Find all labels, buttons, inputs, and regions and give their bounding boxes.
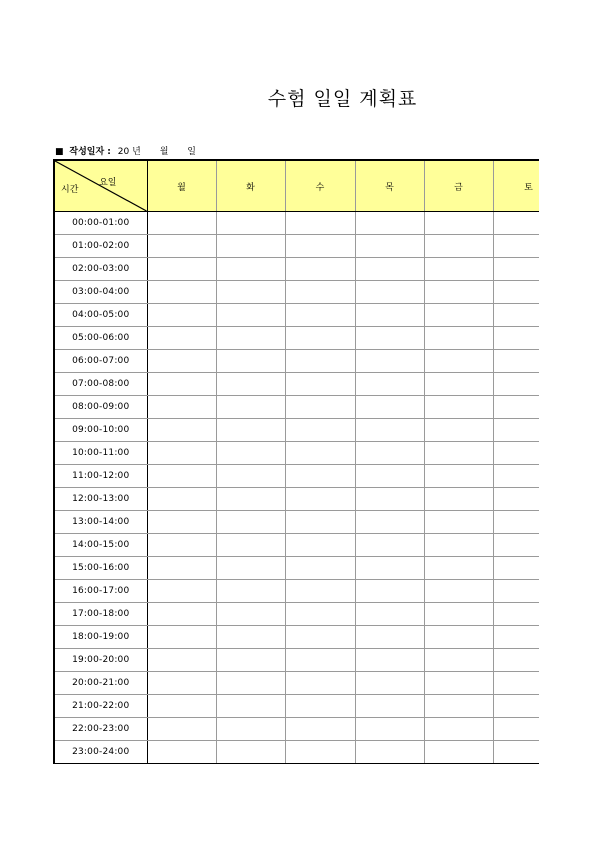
plan-cell[interactable] [285, 281, 355, 304]
plan-cell[interactable] [355, 327, 424, 350]
plan-cell[interactable] [216, 741, 285, 765]
plan-cell[interactable] [424, 718, 493, 741]
plan-cell[interactable] [493, 626, 539, 649]
plan-cell[interactable] [493, 212, 539, 235]
plan-cell[interactable] [424, 465, 493, 488]
page-title: 수험 일일 계획표 [267, 88, 418, 110]
plan-cell[interactable] [493, 557, 539, 580]
plan-cell[interactable] [147, 511, 216, 534]
plan-cell[interactable] [424, 212, 493, 235]
plan-cell[interactable] [355, 465, 424, 488]
plan-cell[interactable] [285, 350, 355, 373]
time-slot-label: 05:00-06:00 [54, 327, 147, 350]
plan-cell[interactable] [424, 672, 493, 695]
plan-cell[interactable] [216, 626, 285, 649]
plan-cell[interactable] [493, 442, 539, 465]
plan-cell[interactable] [424, 281, 493, 304]
table-row [54, 304, 539, 327]
time-slot-label: 02:00-03:00 [54, 258, 147, 281]
plan-cell[interactable] [216, 465, 285, 488]
time-axis-label: 시간 [61, 185, 79, 195]
plan-cell[interactable] [147, 695, 216, 718]
time-slot-label: 14:00-15:00 [54, 534, 147, 557]
plan-cell[interactable] [355, 603, 424, 626]
weekday-axis-label: 요일 [99, 178, 117, 188]
plan-cell[interactable] [355, 626, 424, 649]
time-slot-label: 10:00-11:00 [54, 442, 147, 465]
plan-cell[interactable] [147, 419, 216, 442]
table-row [54, 465, 539, 488]
plan-cell[interactable] [147, 281, 216, 304]
plan-cell[interactable] [424, 442, 493, 465]
plan-cell[interactable] [424, 327, 493, 350]
plan-cell[interactable] [424, 419, 493, 442]
plan-cell[interactable] [216, 212, 285, 235]
plan-cell[interactable] [285, 534, 355, 557]
schedule-body [54, 212, 539, 765]
plan-cell[interactable] [147, 235, 216, 258]
plan-cell[interactable] [424, 258, 493, 281]
plan-cell[interactable] [355, 396, 424, 419]
plan-cell[interactable] [424, 626, 493, 649]
month-unit: 월 [159, 147, 169, 157]
plan-cell[interactable] [285, 235, 355, 258]
table-row [54, 649, 539, 672]
plan-cell[interactable] [424, 534, 493, 557]
plan-cell[interactable] [493, 580, 539, 603]
plan-cell[interactable] [285, 212, 355, 235]
plan-cell[interactable] [493, 695, 539, 718]
plan-cell[interactable] [424, 350, 493, 373]
plan-cell[interactable] [493, 373, 539, 396]
plan-cell[interactable] [216, 350, 285, 373]
plan-cell[interactable] [147, 258, 216, 281]
plan-cell[interactable] [493, 258, 539, 281]
table-row [54, 580, 539, 603]
plan-cell[interactable] [424, 396, 493, 419]
plan-cell[interactable] [285, 419, 355, 442]
plan-cell[interactable] [285, 649, 355, 672]
table-row [54, 419, 539, 442]
table-row [54, 350, 539, 373]
plan-cell[interactable] [493, 419, 539, 442]
plan-cell[interactable] [147, 373, 216, 396]
plan-cell[interactable] [147, 580, 216, 603]
plan-cell[interactable] [424, 304, 493, 327]
plan-cell[interactable] [493, 304, 539, 327]
plan-cell[interactable] [355, 258, 424, 281]
day-header-mon: 월 [147, 160, 216, 212]
plan-cell[interactable] [424, 603, 493, 626]
table-row [54, 327, 539, 350]
table-row [54, 212, 539, 235]
plan-cell[interactable] [424, 488, 493, 511]
plan-cell[interactable] [216, 327, 285, 350]
plan-cell[interactable] [493, 327, 539, 350]
time-slot-label: 08:00-09:00 [54, 396, 147, 419]
plan-cell[interactable] [355, 488, 424, 511]
plan-cell[interactable] [285, 258, 355, 281]
time-slot-label: 07:00-08:00 [54, 373, 147, 396]
plan-cell[interactable] [216, 695, 285, 718]
square-bullet-icon: ■ [55, 147, 64, 157]
schedule-table [53, 159, 539, 764]
plan-cell[interactable] [493, 511, 539, 534]
plan-cell[interactable] [493, 350, 539, 373]
plan-cell[interactable] [147, 396, 216, 419]
plan-cell[interactable] [285, 672, 355, 695]
plan-cell[interactable] [147, 488, 216, 511]
table-row [54, 281, 539, 304]
plan-cell[interactable] [355, 281, 424, 304]
plan-cell[interactable] [493, 465, 539, 488]
plan-cell[interactable] [147, 465, 216, 488]
time-slot-label: 12:00-13:00 [54, 488, 147, 511]
plan-cell[interactable] [147, 672, 216, 695]
plan-cell[interactable] [147, 718, 216, 741]
plan-cell[interactable] [147, 442, 216, 465]
plan-cell[interactable] [424, 511, 493, 534]
plan-cell[interactable] [216, 580, 285, 603]
table-row [54, 396, 539, 419]
plan-cell[interactable] [424, 695, 493, 718]
plan-cell[interactable] [147, 350, 216, 373]
plan-cell[interactable] [424, 235, 493, 258]
plan-cell[interactable] [216, 534, 285, 557]
plan-cell[interactable] [285, 557, 355, 580]
day-header-wed: 수 [285, 160, 355, 212]
time-slot-label: 18:00-19:00 [54, 626, 147, 649]
plan-cell[interactable] [285, 304, 355, 327]
plan-cell[interactable] [493, 235, 539, 258]
table-row [54, 626, 539, 649]
plan-cell[interactable] [147, 327, 216, 350]
day-header-thu: 목 [355, 160, 424, 212]
table-row [54, 534, 539, 557]
plan-cell[interactable] [216, 603, 285, 626]
plan-cell[interactable] [285, 442, 355, 465]
plan-cell[interactable] [285, 695, 355, 718]
plan-cell[interactable] [216, 488, 285, 511]
table-row [54, 672, 539, 695]
table-row [54, 557, 539, 580]
plan-cell[interactable] [355, 741, 424, 765]
plan-cell[interactable] [216, 304, 285, 327]
plan-cell[interactable] [493, 649, 539, 672]
day-header-sat: 토 [493, 160, 539, 212]
plan-cell[interactable] [147, 304, 216, 327]
plan-cell[interactable] [147, 649, 216, 672]
plan-cell[interactable] [216, 396, 285, 419]
corner-header-cell [54, 160, 147, 212]
plan-cell[interactable] [216, 281, 285, 304]
schedule-table-container [53, 159, 539, 764]
plan-cell[interactable] [355, 580, 424, 603]
plan-cell[interactable] [493, 534, 539, 557]
time-slot-label: 11:00-12:00 [54, 465, 147, 488]
plan-cell[interactable] [285, 327, 355, 350]
plan-cell[interactable] [355, 695, 424, 718]
plan-cell[interactable] [493, 741, 539, 765]
plan-cell[interactable] [355, 350, 424, 373]
date-label: 작성일자 : [69, 147, 111, 157]
plan-cell[interactable] [285, 741, 355, 765]
plan-cell[interactable] [216, 442, 285, 465]
plan-cell[interactable] [424, 649, 493, 672]
plan-cell[interactable] [355, 511, 424, 534]
plan-cell[interactable] [424, 741, 493, 765]
plan-cell[interactable] [147, 534, 216, 557]
time-slot-label: 20:00-21:00 [54, 672, 147, 695]
plan-cell[interactable] [147, 557, 216, 580]
day-header-tue: 화 [216, 160, 285, 212]
plan-cell[interactable] [285, 465, 355, 488]
table-row [54, 488, 539, 511]
plan-cell[interactable] [216, 419, 285, 442]
table-row [54, 235, 539, 258]
plan-cell[interactable] [216, 258, 285, 281]
time-slot-label: 21:00-22:00 [54, 695, 147, 718]
plan-cell[interactable] [285, 603, 355, 626]
time-slot-label: 01:00-02:00 [54, 235, 147, 258]
plan-cell[interactable] [147, 603, 216, 626]
plan-cell[interactable] [285, 718, 355, 741]
plan-cell[interactable] [355, 649, 424, 672]
table-row [54, 603, 539, 626]
table-row [54, 373, 539, 396]
table-row [54, 511, 539, 534]
plan-cell[interactable] [216, 511, 285, 534]
table-row [54, 442, 539, 465]
time-slot-label: 13:00-14:00 [54, 511, 147, 534]
plan-cell[interactable] [285, 511, 355, 534]
date-line [55, 144, 196, 157]
time-slot-label: 03:00-04:00 [54, 281, 147, 304]
plan-cell[interactable] [355, 557, 424, 580]
plan-cell[interactable] [355, 304, 424, 327]
table-row [54, 258, 539, 281]
plan-cell[interactable] [493, 396, 539, 419]
header-row [54, 160, 539, 212]
plan-cell[interactable] [493, 488, 539, 511]
time-slot-label: 09:00-10:00 [54, 419, 147, 442]
plan-cell[interactable] [493, 672, 539, 695]
plan-cell[interactable] [493, 718, 539, 741]
plan-cell[interactable] [493, 603, 539, 626]
time-slot-label: 15:00-16:00 [54, 557, 147, 580]
plan-cell[interactable] [355, 373, 424, 396]
time-slot-label: 06:00-07:00 [54, 350, 147, 373]
plan-cell[interactable] [285, 488, 355, 511]
plan-cell[interactable] [355, 718, 424, 741]
plan-cell[interactable] [216, 672, 285, 695]
time-slot-label: 22:00-23:00 [54, 718, 147, 741]
plan-cell[interactable] [285, 396, 355, 419]
plan-cell[interactable] [216, 373, 285, 396]
day-header-fri: 금 [424, 160, 493, 212]
plan-cell[interactable] [216, 649, 285, 672]
day-unit: 일 [187, 147, 196, 157]
time-slot-label: 00:00-01:00 [54, 212, 147, 235]
year-prefix: 20 [117, 147, 130, 157]
plan-cell[interactable] [355, 419, 424, 442]
plan-cell[interactable] [355, 672, 424, 695]
plan-cell[interactable] [147, 626, 216, 649]
plan-cell[interactable] [424, 557, 493, 580]
plan-cell[interactable] [355, 212, 424, 235]
plan-cell[interactable] [424, 373, 493, 396]
table-row [54, 718, 539, 741]
time-slot-label: 16:00-17:00 [54, 580, 147, 603]
plan-cell[interactable] [355, 442, 424, 465]
plan-cell[interactable] [147, 212, 216, 235]
table-row [54, 741, 539, 765]
plan-cell[interactable] [147, 741, 216, 765]
year-unit: 년 [132, 147, 141, 157]
time-slot-label: 19:00-20:00 [54, 649, 147, 672]
plan-cell[interactable] [285, 580, 355, 603]
plan-cell[interactable] [355, 235, 424, 258]
plan-cell[interactable] [216, 235, 285, 258]
table-row [54, 695, 539, 718]
plan-cell[interactable] [493, 281, 539, 304]
time-slot-label: 23:00-24:00 [54, 741, 147, 765]
plan-cell[interactable] [216, 718, 285, 741]
plan-cell[interactable] [355, 534, 424, 557]
plan-cell[interactable] [216, 557, 285, 580]
plan-cell[interactable] [424, 580, 493, 603]
time-slot-label: 17:00-18:00 [54, 603, 147, 626]
plan-cell[interactable] [285, 626, 355, 649]
time-slot-label: 04:00-05:00 [54, 304, 147, 327]
plan-cell[interactable] [285, 373, 355, 396]
